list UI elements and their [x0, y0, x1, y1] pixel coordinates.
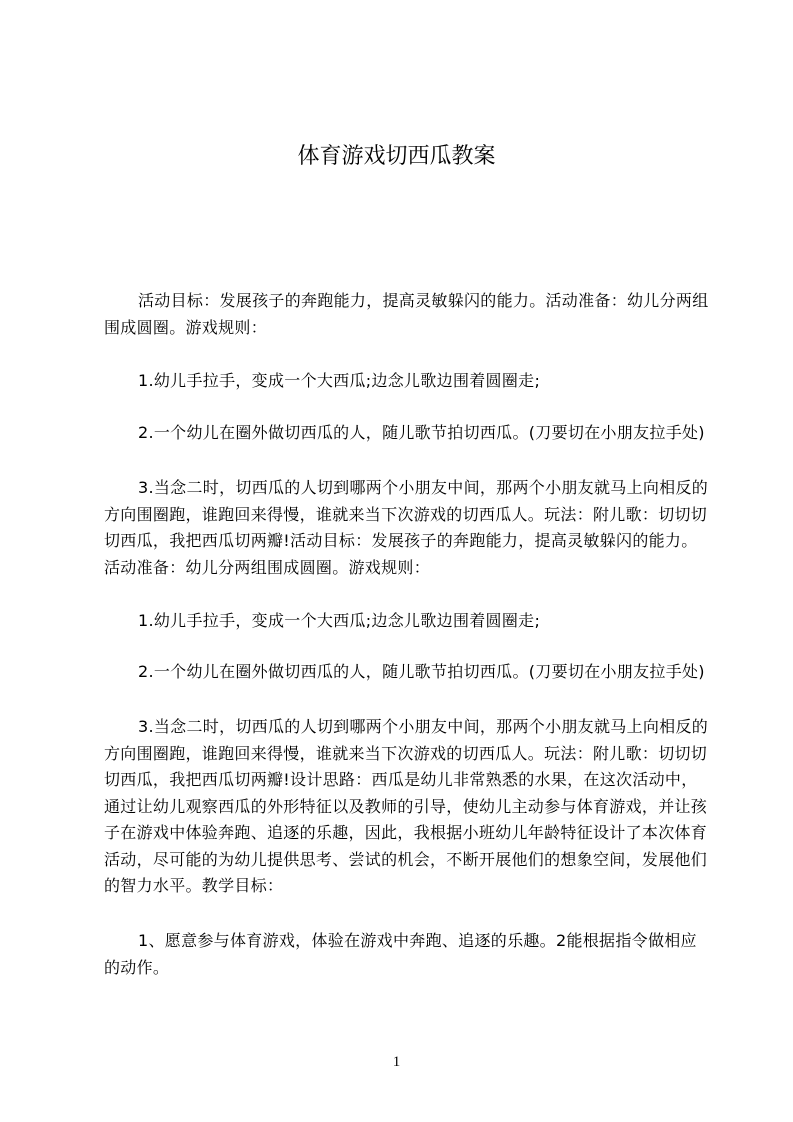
text-line: 3.当念二时，切西瓜的人切到哪两个小朋友中间，那两个小朋友就马上向相反的 [138, 717, 709, 736]
text-line: 通过让幼儿观察西瓜的外形特征以及教师的引导，使幼儿主动参与体育游戏，并让孩 [104, 796, 708, 816]
text-line: 1、愿意参与体育游戏，体验在游戏中奔跑、追逐的乐趣。2能根据指令做相应 [138, 931, 697, 950]
text-line: 的智力水平。教学目标： [104, 876, 284, 895]
text-line: 方向围圈跑，谁跑回来得慢，谁就来当下次游戏的切西瓜人。玩法：附儿歌：切切切 [104, 743, 708, 763]
text-line: 2.一个幼儿在圈外做切西瓜的人，随儿歌节拍切西瓜。(刀要切在小朋友拉手处) [138, 423, 705, 442]
text-line: 切西瓜，我把西瓜切两瓣!活动目标：发展孩子的奔跑能力，提高灵敏躲闪的能力。 [104, 531, 698, 550]
text-line: 活动准备：幼儿分两组围成圆圈。游戏规则： [104, 557, 431, 577]
text-line: 1.幼儿手拉手，变成一个大西瓜;边念儿歌边围着圆圈走; [138, 611, 541, 630]
paragraph [104, 714, 709, 900]
paragraph [104, 659, 704, 686]
text-line: 2.一个幼儿在圈外做切西瓜的人，随儿歌节拍切西瓜。(刀要切在小朋友拉手处) [138, 662, 705, 681]
text-line: 方向围圈跑，谁跑回来得慢，谁就来当下次游戏的切西瓜人。玩法：附儿歌：切切切 [104, 504, 708, 524]
text-line: 3.当念二时，切西瓜的人切到哪两个小朋友中间，那两个小朋友就马上向相反的 [138, 478, 709, 497]
text-line: 活动目标：发展孩子的奔跑能力，提高灵敏躲闪的能力。活动准备：幼儿分两组 [138, 291, 709, 310]
text-line: 切西瓜，我把西瓜切两瓣!设计思路：西瓜是幼儿非常熟悉的水果，在这次活动中， [104, 770, 698, 789]
text-line: 围成圆圈。游戏规则： [104, 317, 268, 337]
paragraph [104, 420, 704, 447]
text-line: 活动，尽可能的为幼儿提供思考、尝试的机会，不断开展他们的想象空间，发展他们 [104, 849, 708, 869]
paragraph [104, 288, 709, 341]
text-line: 1.幼儿手拉手，变成一个大西瓜;边念儿歌边围着圆圈走; [138, 371, 541, 390]
page-number: 1 [392, 1054, 401, 1070]
paragraph [104, 475, 709, 581]
paragraph [104, 928, 704, 981]
paragraph [104, 608, 704, 635]
text-line: 子在游戏中体验奔跑、追逐的乐趣，因此，我根据小班幼儿年龄特征设计了本次体育 [104, 823, 708, 842]
text-line: 的动作。 [104, 957, 170, 977]
paragraph [104, 368, 704, 395]
document-title: 体育游戏切西瓜教案 [297, 144, 496, 169]
